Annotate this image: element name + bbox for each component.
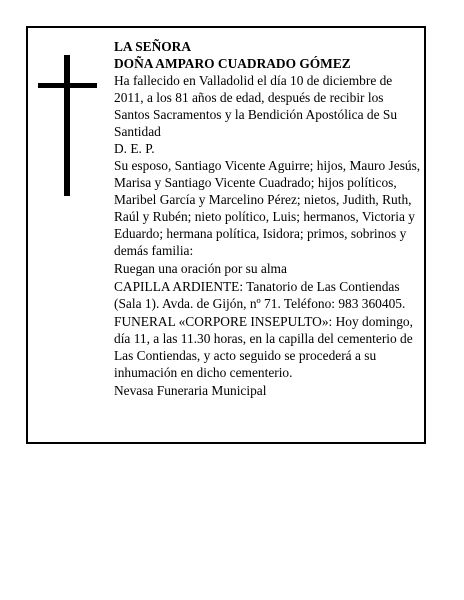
- chapel-info: CAPILLA ARDIENTE: Tanatorio de Las Contiendas (Sala 1). Avda. de Gijón, nº 71. Teléfono: 983 360405.: [114, 279, 406, 311]
- cross-horizontal-bar: [38, 83, 97, 88]
- prayer-request: Ruegan una oración por su alma: [114, 261, 287, 276]
- funeral-home: Nevasa Funeraria Municipal: [114, 383, 267, 398]
- obituary-text: [114, 38, 422, 399]
- funeral-info: FUNERAL «CORPORE INSEPULTO»: Hoy domingo, día 11, a las 11.30 horas, en la capilla del cementerio de Las Contiendas, y acto seguido se procederá a su inhumación en dicho cementerio.: [114, 314, 413, 380]
- family-list: Su esposo, Santiago Vicente Aguirre; hijos, Mauro Jesús, Marisa y Santiago Vicente Cuadrado; hijos políticos, Maribel García y Marcelino Pérez; nietos, Judith, Ruth, Raúl y Rubén; nieto político, Luis; hermanos, Victoria y Eduardo; hermana política, Isidora; primos, sobrinos y demás familia:: [114, 158, 421, 258]
- title-line-1: LA SEÑORA: [114, 39, 192, 54]
- cross-vertical-bar: [64, 55, 70, 196]
- rip: D. E. P.: [114, 141, 155, 156]
- deceased-name: DOÑA AMPARO CUADRADO GÓMEZ: [114, 56, 351, 71]
- announcement: Ha fallecido en Valladolid el día 10 de diciembre de 2011, a los 81 años de edad, después de recibir los Santos Sacramentos y la Bendición Apostólica de Su Santidad: [114, 73, 398, 139]
